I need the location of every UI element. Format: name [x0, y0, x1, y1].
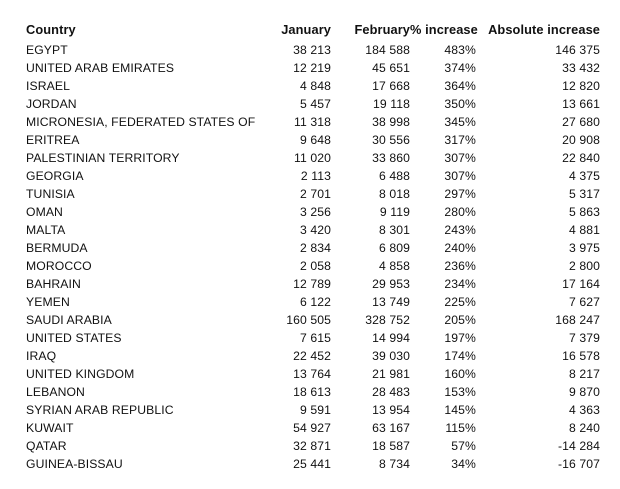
percent-increase-cell: 364%: [444, 79, 476, 93]
february-cell: 63 167: [372, 421, 410, 435]
header-february: February: [354, 22, 410, 37]
table-row: [26, 59, 600, 77]
header-january: January: [281, 22, 331, 37]
country-cell: UNITED STATES: [26, 331, 122, 345]
table-row: [26, 437, 600, 455]
absolute-increase-cell: 4 375: [569, 169, 600, 183]
table-body: [26, 41, 600, 473]
country-cell: LEBANON: [26, 385, 85, 399]
table-row: [26, 221, 600, 239]
percent-increase-cell: 307%: [444, 169, 476, 183]
country-cell: ISRAEL: [26, 79, 70, 93]
absolute-increase-cell: 146 375: [555, 43, 600, 57]
table-row: [26, 149, 600, 167]
absolute-increase-cell: -16 707: [557, 457, 600, 471]
january-cell: 3 256: [300, 205, 331, 219]
february-cell: 45 651: [372, 61, 410, 75]
table-row: [26, 329, 600, 347]
february-cell: 38 998: [372, 115, 410, 129]
january-cell: 9 648: [300, 133, 331, 147]
february-cell: 8 018: [379, 187, 410, 201]
table-row: [26, 293, 600, 311]
january-cell: 2 058: [300, 259, 331, 273]
absolute-increase-cell: 7 379: [569, 331, 600, 345]
february-cell: 28 483: [372, 385, 410, 399]
february-cell: 9 119: [379, 205, 410, 219]
table-row: [26, 95, 600, 113]
january-cell: 9 591: [300, 403, 331, 417]
percent-increase-cell: 345%: [444, 115, 476, 129]
percent-increase-cell: 243%: [444, 223, 476, 237]
percent-increase-cell: 317%: [444, 133, 476, 147]
january-cell: 11 020: [294, 151, 331, 165]
country-cell: TUNISIA: [26, 187, 75, 201]
country-cell: BERMUDA: [26, 241, 88, 255]
percent-increase-cell: 197%: [444, 331, 476, 345]
country-cell: UNITED KINGDOM: [26, 367, 135, 381]
table-row: [26, 167, 600, 185]
percent-increase-cell: 240%: [444, 241, 476, 255]
absolute-increase-cell: 4 363: [569, 403, 600, 417]
february-cell: 39 030: [372, 349, 410, 363]
table-row: [26, 41, 600, 59]
january-cell: 2 113: [300, 169, 331, 183]
absolute-increase-cell: 2 800: [569, 259, 600, 273]
january-cell: 11 318: [294, 115, 331, 129]
february-cell: 21 981: [372, 367, 410, 381]
country-cell: QATAR: [26, 439, 67, 453]
february-cell: 30 556: [372, 133, 410, 147]
january-cell: 12 219: [293, 61, 331, 75]
table-row: [26, 455, 600, 473]
table-row: [26, 203, 600, 221]
february-cell: 4 858: [379, 259, 410, 273]
absolute-increase-cell: 5 863: [569, 205, 600, 219]
february-cell: 6 809: [379, 241, 410, 255]
percent-increase-cell: 307%: [444, 151, 476, 165]
country-cell: ERITREA: [26, 133, 80, 147]
absolute-increase-cell: 9 870: [569, 385, 600, 399]
table-row: [26, 257, 600, 275]
absolute-increase-cell: 20 908: [562, 133, 600, 147]
header-absolute-increase: Absolute increase: [488, 22, 600, 37]
table-row: [26, 365, 600, 383]
table-row: [26, 77, 600, 95]
january-cell: 54 927: [293, 421, 331, 435]
percent-increase-cell: 153%: [444, 385, 476, 399]
absolute-increase-cell: 8 217: [569, 367, 600, 381]
percent-increase-cell: 236%: [444, 259, 476, 273]
percent-increase-cell: 115%: [445, 421, 476, 435]
absolute-increase-cell: 22 840: [562, 151, 600, 165]
country-cell: GEORGIA: [26, 169, 84, 183]
january-cell: 2 701: [300, 187, 331, 201]
table-row: [26, 113, 600, 131]
february-cell: 18 587: [372, 439, 410, 453]
january-cell: 7 615: [300, 331, 331, 345]
absolute-increase-cell: -14 284: [557, 439, 600, 453]
country-cell: MOROCCO: [26, 259, 92, 273]
absolute-increase-cell: 12 820: [562, 79, 600, 93]
february-cell: 14 994: [372, 331, 410, 345]
february-cell: 13 749: [372, 295, 410, 309]
absolute-increase-cell: 3 975: [569, 241, 600, 255]
january-cell: 22 452: [293, 349, 331, 363]
january-cell: 160 505: [286, 313, 331, 327]
february-cell: 33 860: [372, 151, 410, 165]
january-cell: 5 457: [300, 97, 331, 111]
february-cell: 6 488: [379, 169, 410, 183]
table-row: [26, 401, 600, 419]
percent-increase-cell: 160%: [444, 367, 476, 381]
table-row: [26, 239, 600, 257]
table-row: [26, 311, 600, 329]
absolute-increase-cell: 17 164: [562, 277, 600, 291]
percent-increase-cell: 350%: [444, 97, 476, 111]
percent-increase-cell: 57%: [451, 439, 476, 453]
percent-increase-cell: 145%: [444, 403, 476, 417]
absolute-increase-cell: 33 432: [562, 61, 600, 75]
percent-increase-cell: 234%: [444, 277, 476, 291]
february-cell: 17 668: [372, 79, 410, 93]
february-cell: 328 752: [365, 313, 410, 327]
february-cell: 8 734: [379, 457, 410, 471]
february-cell: 13 954: [372, 403, 410, 417]
absolute-increase-cell: 8 240: [569, 421, 600, 435]
country-cell: SAUDI ARABIA: [26, 313, 112, 327]
absolute-increase-cell: 13 661: [562, 97, 600, 111]
february-cell: 29 953: [372, 277, 410, 291]
table-row: [26, 383, 600, 401]
table-row: [26, 131, 600, 149]
country-cell: JORDAN: [26, 97, 77, 111]
january-cell: 2 834: [300, 241, 331, 255]
percent-increase-cell: 225%: [444, 295, 476, 309]
february-cell: 184 588: [365, 43, 410, 57]
february-cell: 19 118: [373, 97, 410, 111]
percent-increase-cell: 205%: [444, 313, 476, 327]
january-cell: 6 122: [300, 295, 331, 309]
absolute-increase-cell: 7 627: [569, 295, 600, 309]
absolute-increase-cell: 5 317: [569, 187, 600, 201]
absolute-increase-cell: 27 680: [562, 115, 600, 129]
header-country: Country: [26, 22, 76, 37]
february-cell: 8 301: [379, 223, 410, 237]
percent-increase-cell: 174%: [444, 349, 476, 363]
january-cell: 13 764: [293, 367, 331, 381]
country-cell: MALTA: [26, 223, 66, 237]
country-cell: MICRONESIA, FEDERATED STATES OF: [26, 115, 256, 129]
table-header-row: [26, 19, 600, 41]
absolute-increase-cell: 168 247: [555, 313, 600, 327]
table-row: [26, 347, 600, 365]
january-cell: 4 848: [300, 79, 331, 93]
table-row: [26, 275, 600, 293]
absolute-increase-cell: 4 881: [569, 223, 600, 237]
january-cell: 18 613: [293, 385, 331, 399]
absolute-increase-cell: 16 578: [562, 349, 600, 363]
country-increase-table: [26, 19, 600, 473]
country-cell: EGYPT: [26, 43, 68, 57]
country-cell: KUWAIT: [26, 421, 74, 435]
country-cell: PALESTINIAN TERRITORY: [26, 151, 180, 165]
country-cell: BAHRAIN: [26, 277, 81, 291]
percent-increase-cell: 280%: [444, 205, 476, 219]
percent-increase-cell: 34%: [451, 457, 476, 471]
country-cell: UNITED ARAB EMIRATES: [26, 61, 175, 75]
country-cell: GUINEA-BISSAU: [26, 457, 123, 471]
header-percent-increase: % increase: [410, 22, 478, 37]
january-cell: 25 441: [293, 457, 331, 471]
january-cell: 38 213: [293, 43, 331, 57]
table-row: [26, 419, 600, 437]
percent-increase-cell: 374%: [444, 61, 476, 75]
percent-increase-cell: 297%: [444, 187, 476, 201]
january-cell: 3 420: [300, 223, 331, 237]
percent-increase-cell: 483%: [444, 43, 476, 57]
january-cell: 12 789: [293, 277, 331, 291]
country-cell: SYRIAN ARAB REPUBLIC: [26, 403, 174, 417]
table-row: [26, 185, 600, 203]
january-cell: 32 871: [293, 439, 331, 453]
country-cell: OMAN: [26, 205, 63, 219]
country-cell: YEMEN: [26, 295, 70, 309]
country-cell: IRAQ: [26, 349, 57, 363]
